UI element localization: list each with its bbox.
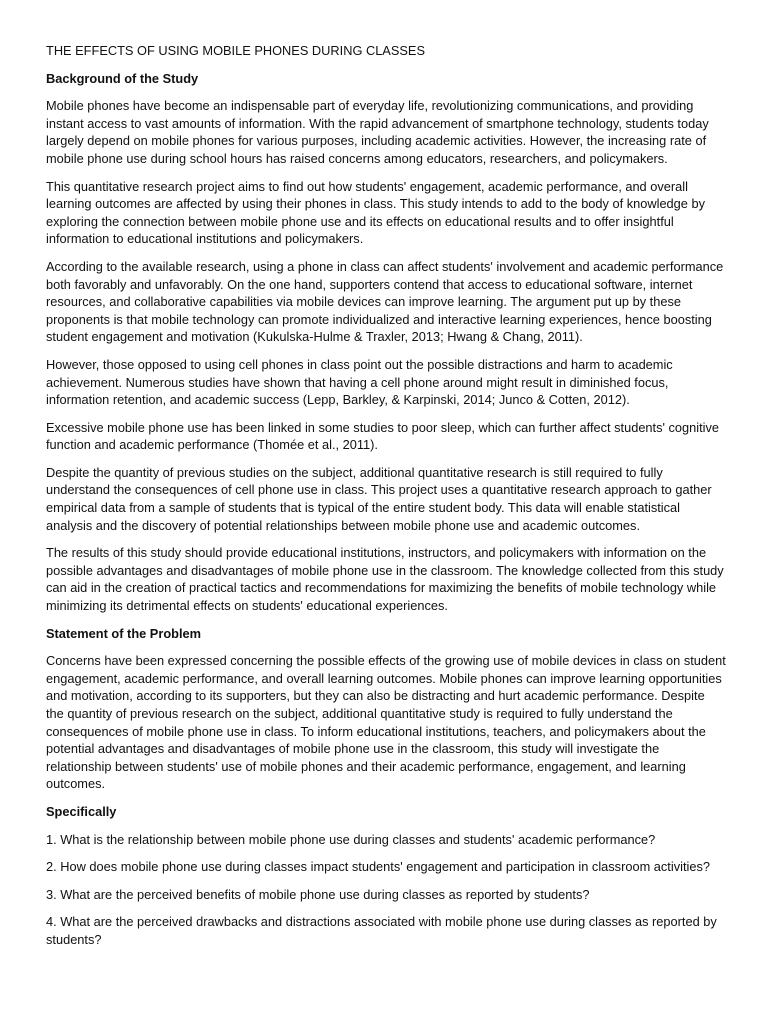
problem-paragraph: Concerns have been expressed concerning the possible effects of the growing use of mobile devices in class on student engagement, academic performance, and overall learning outcomes. Mobile phones can improve learning opportunities and motivation, according to its supporters, but they can also be distracting and hurt academic performance. Despite the quantity of previous research on the subject, additional quantitative study is required to fully understand the consequences of mobile phone use in class. To inform educational institutions, teachers, and policymakers about the potential advantages and disadvantages of mobile phone use in the classroom, this study will investigate the relationship between students' use of mobile phones and their academic performance, engagement, and learning outcomes. xyxy=(46,653,726,792)
document-page xyxy=(46,42,726,959)
research-question: 4. What are the perceived drawbacks and distractions associated with mobile phone use during classes as reported by students? xyxy=(46,914,717,947)
document-title: THE EFFECTS OF USING MOBILE PHONES DURING CLASSES xyxy=(46,43,425,58)
research-question: 2. How does mobile phone use during classes impact students' engagement and participation in classroom activities? xyxy=(46,859,710,875)
background-heading: Background of the Study xyxy=(46,70,199,86)
research-question: 3. What are the perceived benefits of mobile phone use during classes as reported by students? xyxy=(46,886,590,902)
background-paragraph: Mobile phones have become an indispensable part of everyday life, revolutionizing communications, and providing instant access to vast amounts of information. With the rapid advancement of smartphone technology, students today largely depend on mobile phones for various purposes, including academic activities. However, the increasing rate of mobile phone use during school hours has raised concerns among educators, researchers, and policymakers. xyxy=(46,98,709,166)
background-paragraph: Excessive mobile phone use has been linked in some studies to poor sleep, which can further affect students' cognitive function and academic performance (Thomée et al., 2011). xyxy=(46,419,720,453)
background-paragraph: However, those opposed to using cell phones in class point out the possible distractions and harm to academic achievement. Numerous studies have shown that having a cell phone around might result in diminished focus, information retention, and academic success (Lepp, Barkley, & Karpinski, 2014; Junco & Cotten, 2012). xyxy=(46,356,673,408)
background-paragraph: The results of this study should provide educational institutions, instructors, and policymakers with information on the possible advantages and disadvantages of mobile phone use in the classroom. The knowledge collected from this study can aid in the creation of practical tactics and recommendations for maximizing the benefits of mobile technology while minimizing its detrimental effects on students' educational experiences. xyxy=(46,545,724,614)
background-paragraph: Despite the quantity of previous studies on the subject, additional quantitative research is still required to fully understand the consequences of cell phone use in class. This project uses a quantitative research approach to gather empirical data from a sample of students that is typical of the entire student body. This data will enable statistical analysis and the discovery of potential relationships between mobile phone use and academic outcomes. xyxy=(46,464,712,533)
background-paragraph: This quantitative research project aims to find out how students' engagement, academic performance, and overall learning outcomes are affected by using their phones in class. This study intends to add to the body of knowledge by exploring the connection between mobile phone use and its effects on educational results and to offer insightful information to educational institutions and policymakers. xyxy=(46,178,705,247)
problem-heading: Statement of the Problem xyxy=(46,625,202,641)
research-question: 1. What is the relationship between mobile phone use during classes and students' academic performance? xyxy=(46,831,656,847)
background-paragraph: According to the available research, using a phone in class can affect students' involvement and academic performance both favorably and unfavorably. On the one hand, supporters contend that access to educational software, internet resources, and collaborative capabilities via mobile devices can improve learning. The argument put up by these proponents is that mobile technology can promote individualized and interactive learning experiences, hence boosting student engagement and motivation (Kukulska-Hulme & Traxler, 2013; Hwang & Chang, 2011). xyxy=(46,258,724,345)
specifically-heading: Specifically xyxy=(46,803,117,819)
